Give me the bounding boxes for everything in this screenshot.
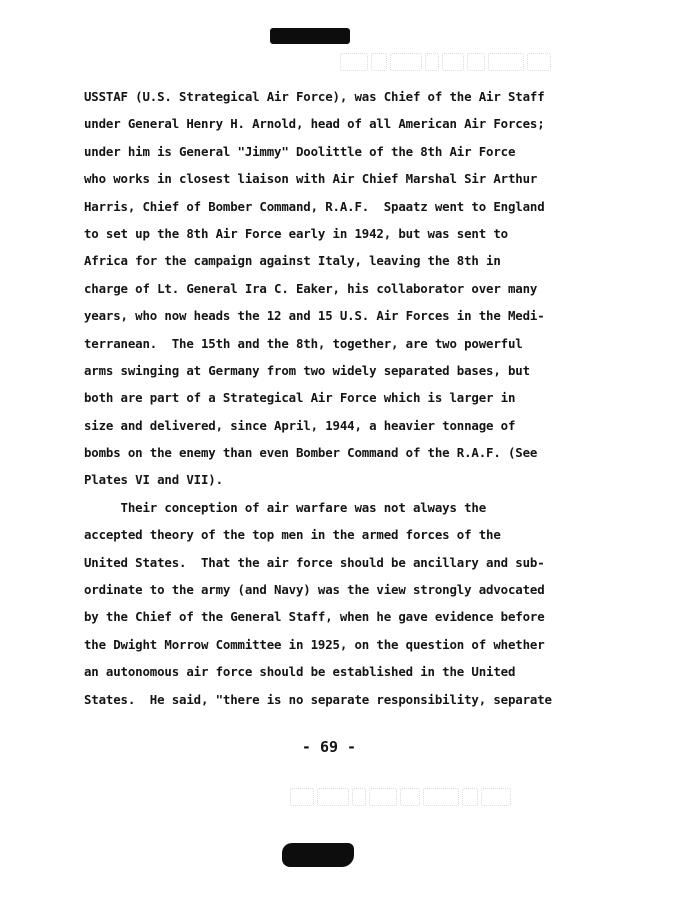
page-body-text [84,83,554,713]
text-line: arms swinging at Germany from two widely separated bases, but [84,362,530,378]
text-line: USSTAF (U.S. Strategical Air Force), was Chief of the Air Staff [84,89,545,104]
text-line: Africa for the campaign against Italy, leaving the 8th in [84,253,501,269]
text-line: accepted theory of the top men in the armed forces of the [84,527,501,543]
text-line: under him is General "Jimmy" Doolittle of the 8th Air Force [84,143,516,159]
text-line: States. He said, "there is no separate responsibility, separate [84,691,552,707]
text-line: United States. That the air force should be ancillary and sub- [84,554,545,570]
redaction-mark-bottom [282,843,354,867]
faded-stamp-bottom [290,785,528,807]
text-line: charge of Lt. General Ira C. Eaker, his collaborator over many [84,280,538,296]
text-line: terranean. The 15th and the 8th, together, are two powerful [84,335,523,351]
text-line: years, who now heads the 12 and 15 U.S. Air Forces in the Medi- [84,308,545,324]
text-line: both are part of a Strategical Air Force which is larger in [84,390,516,406]
text-line: Their conception of air warfare was not always the [84,499,487,515]
text-line: Harris, Chief of Bomber Command, R.A.F. Spaatz went to England [84,198,545,214]
redaction-mark-top [270,28,350,44]
text-line: bombs on the enemy than even Bomber Command of the R.A.F. (See [84,445,538,461]
faded-stamp-top [340,50,555,72]
page-number: - 69 - [301,738,357,756]
text-line: to set up the 8th Air Force early in 1942, but was sent to [84,225,508,241]
text-line: who works in closest liaison with Air Chief Marshal Sir Arthur [84,171,538,187]
text-line: under General Henry H. Arnold, head of all American Air Forces; [84,116,545,132]
text-line: by the Chief of the General Staff, when he gave evidence before [84,609,545,625]
text-line: Plates VI and VII). [84,472,223,488]
text-line: size and delivered, since April, 1944, a heavier tonnage of [84,417,516,433]
text-line: an autonomous air force should be established in the United [84,664,516,680]
text-line: the Dwight Morrow Committee in 1925, on the question of whether [84,636,545,652]
text-line: ordinate to the army (and Navy) was the view strongly advocated [84,582,545,598]
